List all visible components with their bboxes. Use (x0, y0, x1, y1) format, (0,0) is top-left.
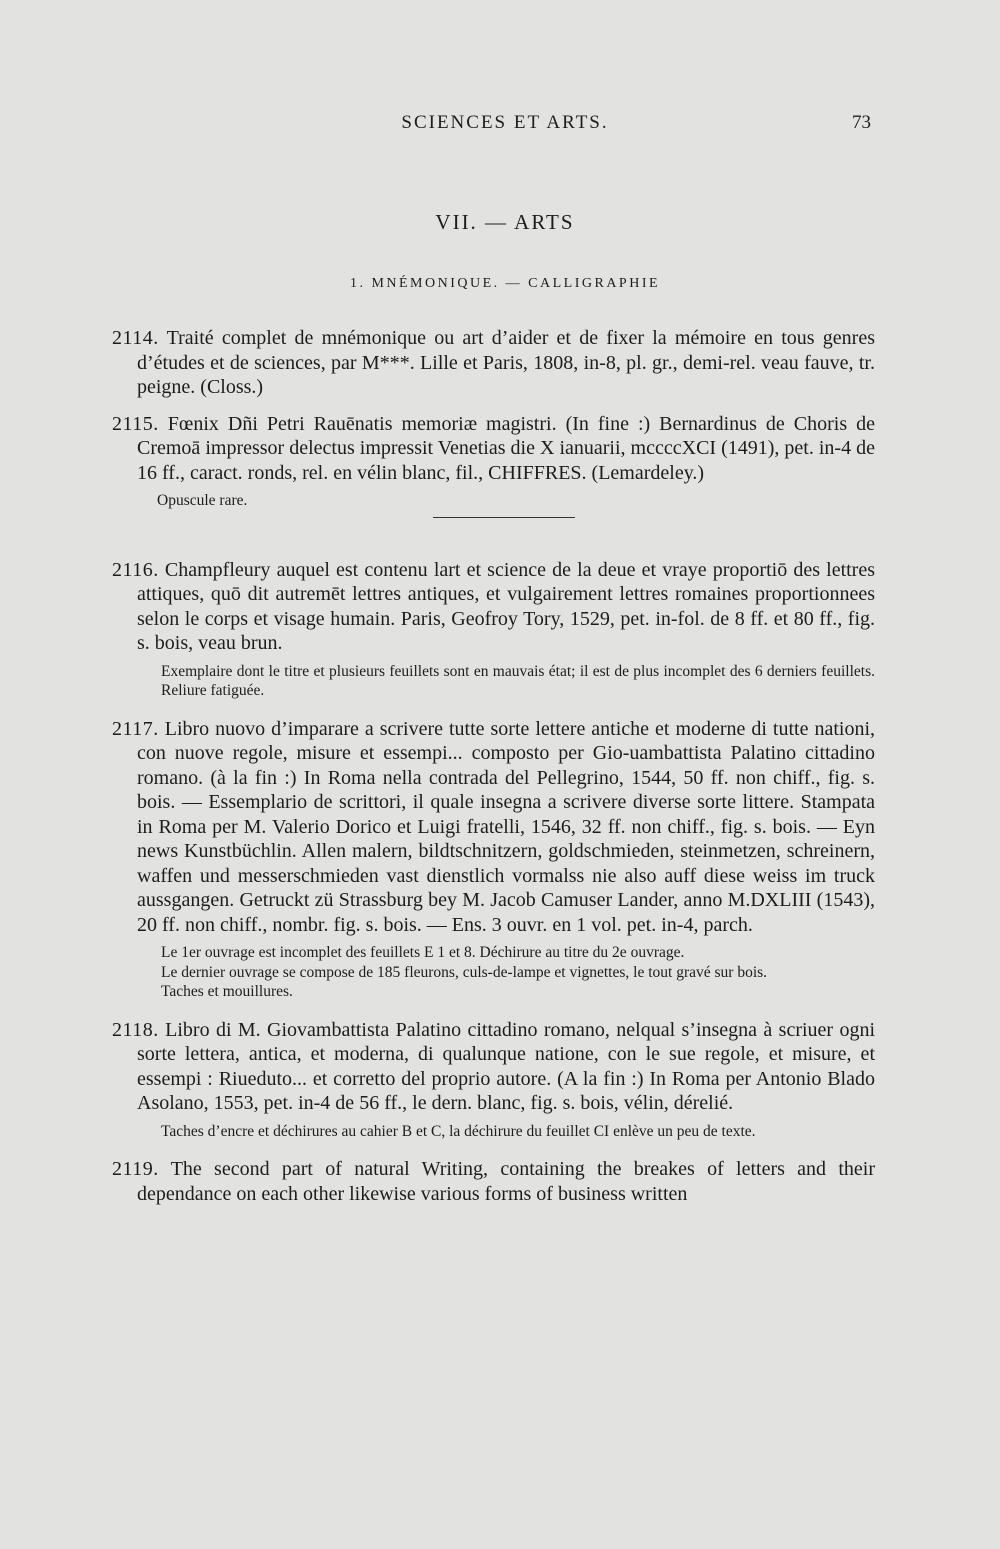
catalog-entry-2119 (112, 1157, 875, 1206)
page-number: 73 (852, 112, 871, 133)
entry-note-line: Taches et mouillures. (161, 983, 293, 1000)
entry-number: 2116. (112, 558, 159, 581)
catalog-entry-2118 (112, 1018, 876, 1142)
entry-note-line: Le dernier ouvrage se compose de 185 fleurons, culs-de-lampe et vignettes, le tout gravé sur bois. (161, 963, 768, 981)
entry-number: 2115. (112, 412, 159, 435)
catalog-entry-2116 (112, 558, 876, 701)
catalog-entry-2117 (112, 717, 875, 1002)
entry-text: The second part of natural Writing, containing the breakes of letters and their dependance on each other likewise various forms of business written (137, 1158, 875, 1205)
entry-text: Champfleury auquel est contenu lart et science de la deue et vraye proportiō des lettres attiques, quō dit autremēt lettres antiques, et vulgairement lettres romaines proportionnees selon le corps et visage humain. Paris, Geofroy Tory, 1529, pet. in-fol. de 8 ff. et 80 ff., fig. s. bois, veau brun. (137, 558, 876, 654)
catalog-body (112, 326, 876, 1222)
entry-note: Opuscule rare. (157, 492, 248, 509)
entry-note: Taches d’encre et déchirures au cahier B et C, la déchirure du feuillet CI enlève un peu de texte. (161, 1122, 756, 1140)
entry-text: Libro nuovo d’imparare a scrivere tutte sorte lettere antiche et moderne di tutte nationi, con nuove regole, misure et essempi... composto per Gio-uambattista Palatino cittadino romano. (à la fin :) In Roma nella contrada del Pellegrino, 1544, 50 ff. non chiff., fig. s. bois. — Essemplario de scrittori, il quale insegna a scrivere diverse sorte littere. Stampata in Roma per M. Valerio Dorico et Luigi fratelli, 1546, 32 ff. non chiff., fig. s. bois. — Eyn news Kunstbüchlin. Allen malern, bildtschnitzern, goldschmieden, steinmetzen, schreinern, waffen und messerschmieden vast dienstlich vormalss nie also auff diese weiss im truck aussgangen. Getruckt zü Strassburg bey M. Jacob Camuser Lander, anno M.DXLIII (1543), 20 ff. non chiff., nombr. fig. s. bois. — Ens. 3 ouvr. en 1 vol. pet. in-4, parch. (137, 717, 875, 936)
entry-number: 2117. (112, 717, 159, 740)
entry-note-line: Le 1er ouvrage est incomplet des feuillets E 1 et 8. Déchirure au titre du 2e ouvrage. (161, 944, 685, 961)
catalog-entry-2114 (112, 326, 875, 400)
entry-text: Traité complet de mnémonique ou art d’aider et de fixer la mémoire en tous genres d’études et de sciences, par M***. Lille et Paris, 1808, in-8, pl. gr., demi-rel. veau fauve, tr. peigne. (Closs.) (137, 327, 875, 398)
catalog-entry-2115 (112, 412, 876, 511)
entry-number: 2114. (112, 327, 159, 349)
section-divider (433, 517, 575, 518)
subsection-title: 1. MNÉMONIQUE. — CALLIGRAPHIE (349, 276, 661, 291)
running-head (135, 112, 875, 138)
entry-number: 2119. (112, 1158, 159, 1180)
entry-note: Exemplaire dont le titre et plusieurs feuillets sont en mauvais état; il est de plus incomplet des 6 derniers feuillets. Reliure fatiguée. (161, 662, 875, 699)
entry-number: 2118. (112, 1018, 159, 1041)
running-title: SCIENCES ET ARTS. (401, 112, 609, 133)
section-title: VII. — ARTS (435, 210, 575, 234)
entry-text: Fœnix Dñi Petri Rauēnatis memoriæ magistri. (In fine :) Bernardinus de Choris de Cremoā impressor delectus impressit Venetias die X ianuarii, mccccXCI (1491), pet. in-4 de 16 ff., caract. ronds, rel. en vélin blanc, fil., CHIFFRES. (Lemardeley.) (137, 412, 876, 484)
entry-text: Libro di M. Giovambattista Palatino cittadino romano, nelqual s’insegna à scriuer ogni sorte lettera, antica, et moderna, di qualunque natione, con le sue regole, et misure, et essempi : Riueduto... et corretto del proprio autore. (A la fin :) In Roma per Antonio Blado Asolano, 1553, pet. in-4 de 56 ff., le dern. blanc, fig. s. bois, vélin, dérelié. (137, 1018, 876, 1114)
